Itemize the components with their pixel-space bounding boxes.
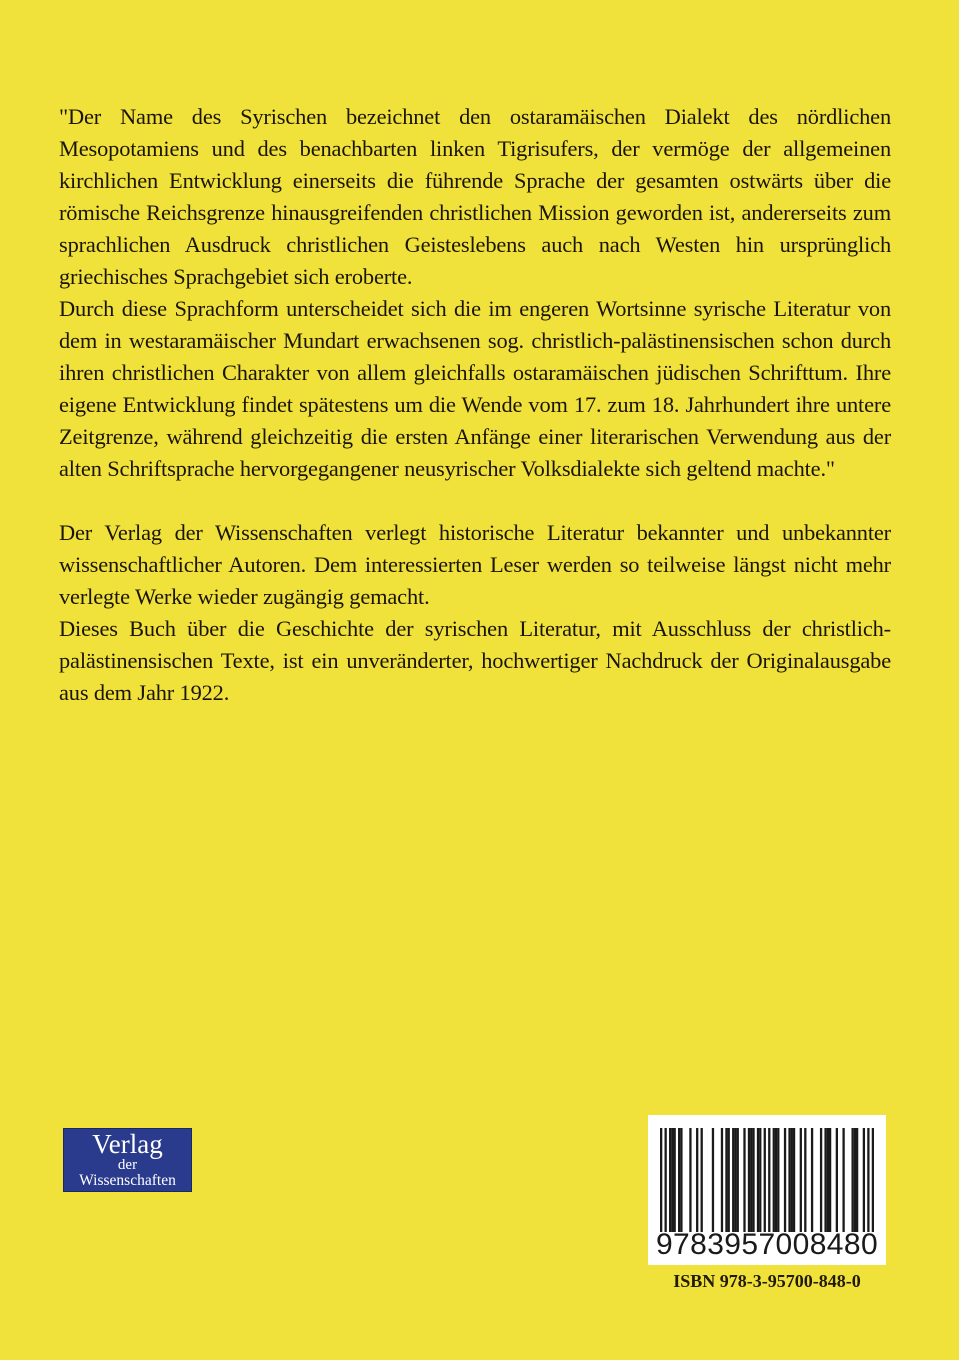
blurb-paragraph-1: Der Verlag der Wissenschaften verlegt historische Literatur bekannter und unbekannter wissenschaftlicher Autoren. Dem interessierten Leser werden so teilweise längst nicht mehr verlegte Werke wieder zugängig gemacht. — [59, 520, 891, 609]
barcode — [648, 1115, 886, 1265]
isbn-label: ISBN 978-3-95700-848-0 — [673, 1271, 861, 1291]
barcode-bars-icon — [660, 1128, 874, 1232]
logo-line-wissenschaften: Wissenschaften — [79, 1172, 176, 1189]
logo-line-verlag: Verlag — [92, 1129, 163, 1159]
logo-line-der: der — [117, 1157, 138, 1173]
quote-paragraph-2: Durch diese Sprachform unterscheidet sich die im engeren Wortsinne syrische Literatur von dem in westaramäischer Mundart erwachsenen sog. christlich-palästinensischen schon durch ihren christlichen Charakter von allem gleichfalls ostaramäischen jüdischen Schrifttum. Ihre eigene Entwicklung findet spätestens um die Wende vom 17. zum 18. Jahrhundert ihre untere Zeitgrenze, während gleichzeitig die ersten Anfänge einer literarischen Verwendung aus der alten Schriftsprache hervorgegangener neusyrischer Volksdialekte sich geltend machte." — [59, 296, 891, 481]
blurb-paragraph-2: Dieses Buch über die Geschichte der syrischen Literatur, mit Ausschluss der christlich-palästinensischen Texte, ist ein unveränderter, hochwertiger Nachdruck der Originalausgabe aus dem Jahr 1922. — [59, 616, 891, 705]
publisher-logo — [63, 1128, 192, 1192]
back-cover-text — [59, 101, 891, 709]
barcode-digits: 9783957008480 — [655, 1228, 879, 1261]
quote-paragraph-1: "Der Name des Syrischen bezeichnet den ostaramäischen Dialekt des nördlichen Mesopotamiens und des benachbarten linken Tigrisufers, der vermöge der allgemeinen kirchlichen Entwicklung einerseits die führende Sprache der gesamten ostwärts über die römische Reichsgrenze hinausgreifenden christlichen Mission geworden ist, andererseits zum sprachlichen Ausdruck christlichen Geisteslebens auch nach Westen hin ursprünglich griechisches Sprachgebiet sich eroberte. — [59, 104, 891, 289]
